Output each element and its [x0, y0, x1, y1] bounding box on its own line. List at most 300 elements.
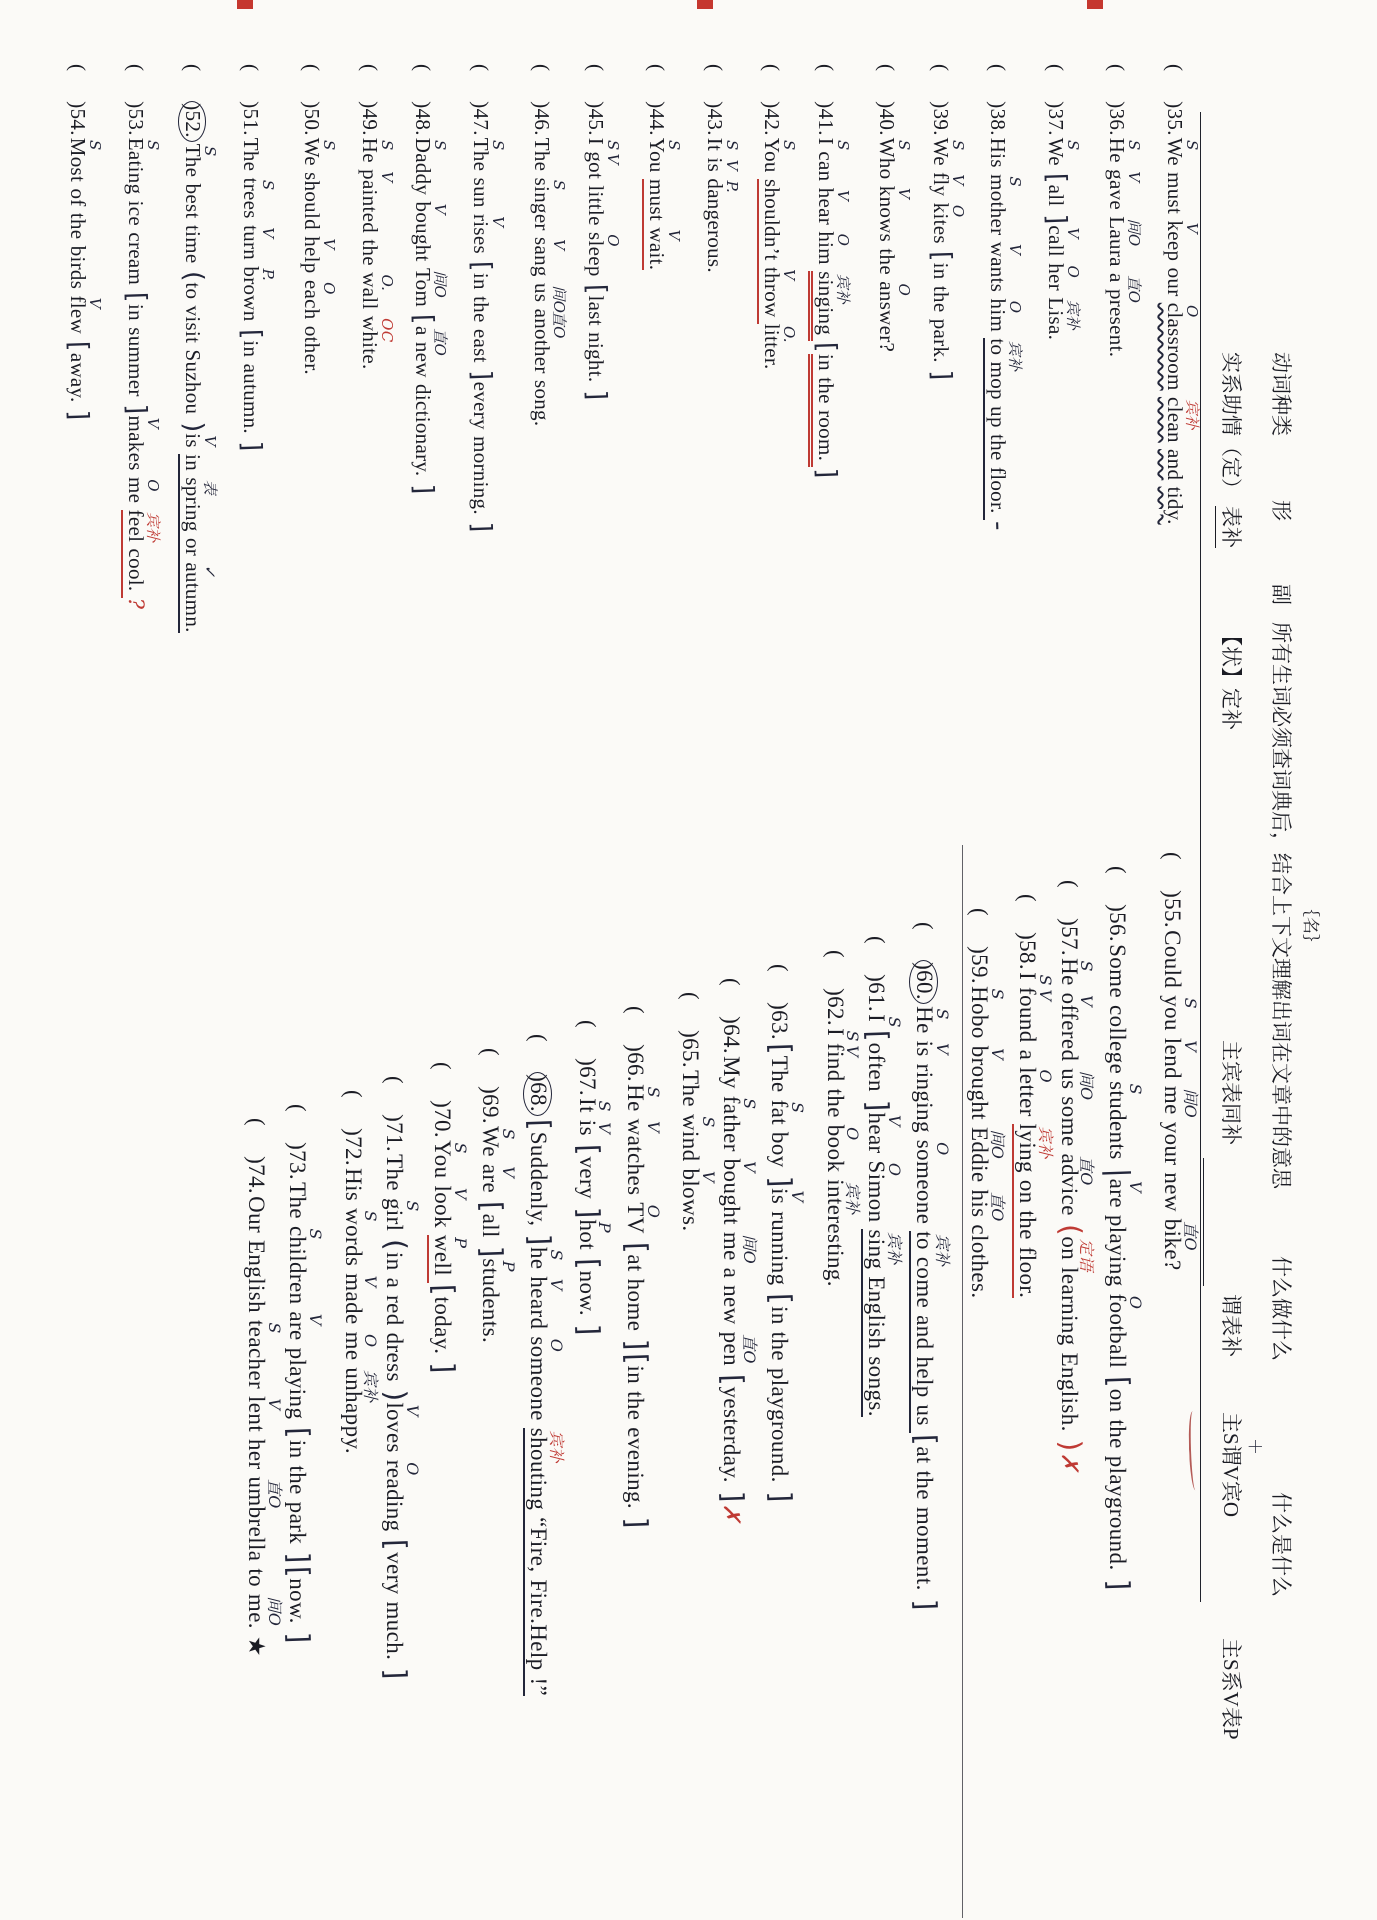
sentence-token: Fire.Help — [523, 1579, 551, 1677]
handwritten-bracket: [ — [465, 260, 497, 273]
sentence-token: dictionary. — [411, 384, 436, 477]
sentence-token: autumn. — [239, 363, 263, 434]
grammar-annotation: O — [361, 1333, 381, 1348]
handwritten-bracket: ) — [1053, 1439, 1088, 1452]
answer-paren-open: ( — [66, 64, 91, 72]
sentence-token: The S — [469, 137, 507, 172]
sentence-36 — [1105, 64, 1144, 358]
grammar-annotation: 间O — [1077, 1070, 1097, 1101]
sentence-token: I S — [584, 137, 622, 151]
answer-paren-open: ( — [645, 64, 670, 72]
grammar-annotation: 间O — [988, 1129, 1007, 1160]
grammar-annotation: V — [1006, 243, 1025, 256]
sentence-token: I S — [814, 137, 852, 151]
grammar-annotation: 间O — [550, 285, 569, 314]
sentence-62 — [822, 950, 863, 1287]
sentence-token: litter. O. — [760, 323, 799, 370]
sentence-number: )69. — [478, 1086, 504, 1125]
sentence-token: floor. — [1012, 1247, 1040, 1299]
sentence-token: shouting 宾补 — [523, 1428, 551, 1517]
header-text: 副 — [1269, 584, 1293, 605]
sentence-token: lend V — [1160, 1037, 1200, 1079]
sentence-token: wind S — [678, 1113, 718, 1162]
sentence-token: every — [469, 381, 493, 430]
grammar-annotation: V — [499, 1166, 518, 1179]
sentence-number: )39. — [929, 101, 953, 136]
sentence-token: very — [574, 1156, 600, 1199]
sentence-token: turn V — [239, 225, 277, 261]
sentence-token: I S — [863, 1014, 904, 1028]
sentence-token: cream — [124, 232, 148, 286]
sentence-number: )52. — [179, 101, 207, 141]
sentence-73 — [282, 1104, 326, 1644]
handwritten-bracket: ] — [764, 1174, 799, 1188]
sentence-number: )47. — [469, 101, 493, 136]
grammar-annotation: V — [723, 159, 741, 171]
answer-paren-open: ( — [1163, 64, 1187, 72]
sentence-number: )59. — [967, 946, 993, 985]
sentence-65 — [677, 992, 718, 1232]
grammar-annotation: 间O — [265, 1596, 284, 1627]
answer-paren-open: ( — [300, 64, 325, 72]
grammar-annotation: V — [489, 216, 507, 228]
grammar-annotation: V — [949, 174, 967, 186]
grammar-annotation: P — [595, 1221, 615, 1234]
answer-paren-open: ( — [285, 1104, 311, 1113]
sentence-token: the — [469, 296, 493, 323]
sentence-token: father S — [719, 1095, 759, 1152]
handwritten-bracket: ] — [475, 1245, 510, 1258]
sentence-token: in — [124, 304, 148, 321]
sentence-51 — [235, 64, 277, 453]
grammar-annotation: O — [320, 282, 339, 295]
header-text: 动词种类 — [1269, 352, 1293, 436]
sentence-token: a — [719, 1267, 745, 1279]
sentence-number: )50. — [300, 101, 325, 136]
sentence-48 — [408, 64, 450, 495]
sentence-token: us 间O — [1056, 1068, 1097, 1101]
grammar-annotation: O. — [780, 326, 799, 343]
grammar-annotation: O — [949, 204, 967, 218]
sentence-token: Most S — [66, 137, 105, 183]
grammar-annotation: S — [643, 1086, 663, 1098]
sentence-token: each O — [300, 279, 339, 320]
sentence-token: The — [767, 1055, 793, 1093]
grammar-annotation: V — [1125, 171, 1144, 183]
sentence-token: You S — [430, 1140, 470, 1179]
grammar-annotation: V — [1183, 222, 1201, 234]
sentence-token: Some — [1104, 944, 1130, 999]
sentence-token: his 直O — [967, 1189, 1007, 1222]
sentence-token: flew V — [66, 295, 105, 334]
sentence-token: a 直O — [1105, 273, 1144, 304]
grammar-annotation: S — [595, 1100, 615, 1112]
sentence-token: singing 宾补 — [808, 271, 838, 341]
sentence-token: park — [285, 1501, 311, 1545]
sentence-token: playground. — [1104, 1455, 1130, 1571]
red-edge-mark — [697, 0, 713, 9]
sentence-token: mother S — [986, 174, 1025, 236]
sentence-56 — [1101, 866, 1145, 1591]
sentence-token: evening. — [622, 1427, 648, 1510]
sentence-token: English — [861, 1276, 889, 1356]
sentence-token: the — [912, 1470, 937, 1500]
handwritten-bracket: ] — [408, 483, 439, 495]
grammar-annotation: V — [402, 1404, 422, 1417]
answer-paren-open: ( — [703, 64, 727, 72]
sentence-token: white. OC — [358, 315, 396, 370]
grammar-annotation: P — [450, 1237, 470, 1249]
grammar-annotation: S — [1077, 960, 1097, 972]
sentence-token: east — [469, 328, 493, 363]
grammar-annotation: S — [378, 140, 396, 151]
handwritten-bracket: ] — [282, 1631, 317, 1644]
handwritten-bracket: - — [983, 520, 1014, 532]
sentence-token: the — [285, 1465, 311, 1495]
grammar-annotation: V — [788, 1190, 808, 1203]
grammar-annotation: S — [665, 140, 684, 151]
grammar-annotation: O — [547, 1338, 567, 1353]
sentence-token: bike? 直O — [1160, 1218, 1200, 1271]
sentence-token: bought V — [411, 201, 450, 262]
sentence-token: a 直O — [411, 325, 450, 357]
sentence-token: or — [179, 538, 206, 562]
grammar-annotation: S — [723, 140, 741, 151]
sentence-token: running — [767, 1211, 793, 1286]
sentence-41 — [808, 64, 852, 480]
grammar-annotation: O — [604, 234, 622, 247]
sentence-token: children S — [285, 1225, 326, 1305]
sentence-token: shouldn’t — [758, 179, 785, 267]
sentence-token: little — [584, 185, 608, 226]
sentence-token: loves V — [381, 1402, 422, 1453]
grammar-annotation: O — [1036, 1069, 1056, 1084]
sentence-token: Simon O — [863, 1160, 904, 1223]
grammar-annotation: V — [1077, 994, 1097, 1007]
grammar-annotation: V — [320, 238, 339, 250]
sentence-token: It S — [703, 137, 741, 152]
sentence-42 — [758, 64, 799, 370]
sentence-token: the — [66, 212, 91, 240]
sentence-token: today. — [430, 1296, 455, 1355]
sentence-54 — [63, 64, 105, 421]
sentence-token: Who S — [875, 137, 914, 180]
sentence-token: the — [984, 434, 1011, 467]
sentence-token: red — [381, 1295, 407, 1326]
sentence-token: new — [411, 341, 436, 378]
answer-paren-open: ( — [574, 1020, 600, 1029]
sentence-number: )74. — [244, 1156, 270, 1195]
grammar-annotation: 宾补 — [144, 511, 162, 543]
grammar-annotation: O — [932, 1142, 952, 1156]
sentence-token: best — [181, 183, 206, 219]
grammar-annotation: 宾补 — [1036, 1126, 1056, 1159]
answer-paren-open: ( — [411, 64, 436, 72]
sentence-token: call V — [1044, 225, 1082, 257]
handwritten-bracket: ] — [63, 409, 94, 421]
grammar-annotation: V — [306, 1313, 326, 1326]
sentence-token: a — [1015, 1049, 1041, 1061]
handwritten-bracket: [ — [1040, 172, 1072, 185]
sentence-token: fat S — [767, 1099, 808, 1126]
sentence-token: We S — [478, 1126, 518, 1157]
handwritten-bracket: [ — [571, 1143, 606, 1157]
grammar-annotation: V — [259, 227, 277, 239]
grammar-annotation: S — [988, 988, 1007, 1000]
grammar-annotation: V — [361, 1275, 381, 1288]
sentence-token: clean 宾补 — [1163, 396, 1201, 443]
handwritten-bracket: [ — [764, 1042, 799, 1056]
sentence-token: advice 直O — [1056, 1153, 1097, 1216]
sentence-token: time — [181, 224, 206, 264]
grammar-annotation: S — [788, 1101, 808, 1114]
grammar-annotation: S — [550, 179, 569, 191]
sentence-token: last — [584, 295, 608, 326]
sentence-44 — [643, 64, 684, 271]
answer-paren-open: ( — [181, 64, 206, 72]
grammar-annotation: P. — [259, 268, 277, 282]
sentence-token: us 间O — [530, 283, 569, 314]
sentence-70 — [426, 1062, 470, 1375]
sentence-token: made V — [340, 1273, 381, 1325]
handwritten-bracket: ] — [810, 467, 842, 480]
header-text: 形 — [1269, 500, 1293, 521]
handwritten-bracket: [ — [908, 1433, 944, 1446]
grammar-annotation: V — [1180, 1040, 1200, 1053]
grammar-annotation: S — [402, 1200, 422, 1212]
grammar-annotation: S — [884, 1016, 904, 1028]
handwritten-bracket: [ — [282, 1426, 317, 1440]
sentence-token: learning — [1056, 1267, 1082, 1346]
grammar-annotation: 直O — [265, 1478, 284, 1509]
handwritten-bracket: [ — [235, 328, 267, 340]
sentence-token: in — [767, 1306, 793, 1325]
sentence-token: English. — [1056, 1352, 1082, 1432]
grammar-annotation: V — [450, 1187, 470, 1200]
grammar-annotation: O — [144, 479, 162, 492]
handwritten-bracket: ] — [523, 1233, 558, 1247]
grammar-annotation: O — [402, 1462, 422, 1476]
handwritten-bracket: ] — [764, 1490, 799, 1503]
handwritten-bracket: ] — [465, 521, 497, 534]
sentence-number: )36. — [1105, 101, 1130, 136]
sentence-token: in — [622, 1365, 648, 1385]
sentence-token: kites O — [929, 202, 967, 244]
grammar-annotation: 间O — [431, 270, 450, 299]
grammar-annotation: S — [86, 140, 105, 151]
grammar-annotation: 间O — [740, 1234, 759, 1265]
sentence-token: feel 宾补 — [121, 510, 148, 549]
sentence-token: are V — [285, 1311, 326, 1341]
sentence-number: )45. — [584, 101, 608, 136]
sentence-token: classroom O — [1163, 302, 1201, 391]
grammar-annotation: O — [643, 1204, 663, 1219]
red-correction-mark: ? — [124, 597, 148, 610]
sentence-61 — [860, 936, 904, 1417]
handwritten-bracket: [ — [619, 1352, 655, 1366]
answer-paren-open: ( — [358, 64, 382, 72]
sentence-token: answer? O — [875, 281, 914, 353]
sentence-token: book O — [822, 1124, 863, 1173]
sentence-45 — [580, 64, 622, 401]
grammar-annotation: V — [988, 1048, 1007, 1061]
answer-paren-open: ( — [822, 950, 848, 959]
sentence-token: trees S — [239, 177, 277, 219]
grammar-annotation: 直O — [1180, 1221, 1200, 1252]
handwritten-bracket: [ — [63, 340, 94, 353]
sentence-token: is V — [767, 1188, 808, 1205]
answer-paren-open: ( — [340, 1090, 366, 1099]
red-edge-mark — [237, 0, 253, 9]
sentence-token: must — [643, 179, 670, 227]
sentence-token: help — [909, 1356, 937, 1404]
sentence-token: he S — [526, 1246, 567, 1270]
sentence-token: the — [875, 248, 900, 275]
sentence-token: keep V — [1163, 220, 1201, 262]
grammar-annotation: S — [361, 1210, 381, 1222]
grammar-annotation: S — [259, 179, 277, 191]
sentence-token: morning. — [469, 436, 493, 515]
sentence-token: look V — [430, 1185, 470, 1228]
grammar-annotation: O — [834, 233, 852, 247]
header-text: 主S系V表P — [1219, 1638, 1243, 1740]
sentence-number: )37. — [1044, 101, 1068, 136]
sentence-57 — [1053, 880, 1097, 1472]
grammar-annotation: 宾补 — [843, 1181, 863, 1215]
sentence-token: letter O — [1015, 1067, 1056, 1117]
sentence-token: in — [381, 1252, 407, 1271]
grammar-annotation: S — [1006, 176, 1025, 187]
grammar-annotation: 直O — [988, 1191, 1007, 1222]
grammar-annotation: P. — [723, 180, 741, 194]
grammar-annotation: 直O — [550, 310, 569, 339]
handwritten-bracket: [ — [580, 283, 612, 296]
sentence-token: Suddenly, — [526, 1131, 552, 1227]
handwritten-bracket: ] — [378, 1667, 414, 1681]
sentence-token: at — [912, 1446, 937, 1464]
grammar-annotation: S — [201, 146, 220, 157]
sentence-token: new — [719, 1285, 745, 1325]
sentence-token: are V — [1104, 1178, 1145, 1208]
handwritten-bracket: [ — [1101, 1375, 1137, 1389]
red-correction-mark: ✗ — [718, 1503, 745, 1524]
answer-paren-open: ( — [1056, 880, 1082, 889]
sentence-token: !” — [523, 1677, 551, 1696]
sentence-token: playing — [1104, 1214, 1130, 1287]
sentence-token: offered V — [1056, 992, 1097, 1062]
grammar-annotation: O — [895, 283, 914, 297]
sentence-token: brought V — [967, 1045, 1007, 1121]
sentence-number: )42. — [760, 101, 785, 136]
sentence-number: )41. — [814, 101, 838, 136]
answer-paren-open: ( — [967, 908, 993, 917]
header-text: 主宾表同补 — [1219, 1040, 1243, 1145]
sentence-token: her O — [1044, 263, 1082, 291]
handwritten-bracket: [ — [764, 1292, 799, 1306]
sentence-token: Eating S — [124, 137, 162, 195]
grammar-annotation: S — [144, 140, 162, 151]
sentence-token: hear V — [863, 1112, 904, 1154]
sentence-token: you S — [1160, 995, 1200, 1031]
answer-paren-open: ( — [239, 64, 263, 72]
sentence-63 — [764, 964, 808, 1503]
sentence-token: new — [1160, 1172, 1185, 1212]
sentence-token: His — [986, 137, 1011, 168]
sentence-token: painted V — [358, 169, 396, 234]
sentence-token: yesterday. — [719, 1386, 745, 1483]
handwritten-bracket: [ — [378, 1538, 414, 1552]
sentence-number: )66. — [622, 1044, 648, 1083]
grammar-annotation: V — [843, 1045, 863, 1058]
sentence-number: )61. — [863, 974, 889, 1013]
sentence-token: floor. — [984, 467, 1011, 520]
sentence-token: ★ — [244, 1635, 270, 1657]
blank-underline — [1203, 1158, 1204, 1286]
header-text: 所有生词必须查词典后，结合上下文理解出词在文章中的意思 — [1269, 622, 1293, 1189]
sentence-token: moment. — [912, 1506, 937, 1591]
handwritten-bracket: ] — [282, 1551, 317, 1565]
red-edge-mark — [1087, 0, 1103, 9]
grammar-annotation: V — [1064, 227, 1082, 239]
sentence-token: “Fire, — [523, 1517, 551, 1579]
sentence-token: on — [1104, 1388, 1130, 1413]
red-correction-mark: ✗ — [1055, 1452, 1082, 1472]
sentence-token: We S — [1044, 137, 1082, 166]
grammar-annotation: 直O — [1125, 275, 1144, 304]
sentence-token: is V — [912, 1040, 952, 1057]
sentence-token: We S — [300, 137, 339, 166]
grammar-annotation: 间O — [1125, 218, 1144, 247]
sentence-token: him O — [986, 298, 1025, 333]
grammar-annotation: O — [1183, 305, 1201, 318]
grammar-annotation: 表 — [201, 479, 220, 495]
sentence-49 — [357, 64, 396, 370]
sentence-59 — [966, 908, 1007, 1299]
sentence-token: her — [244, 1439, 270, 1470]
handwritten-bracket: [ — [860, 1029, 896, 1043]
sentence-token: the — [808, 377, 838, 410]
sentence-token: in — [285, 1439, 311, 1459]
grammar-annotation: 直O — [740, 1333, 759, 1364]
sentence-55 — [1159, 852, 1200, 1271]
answer-paren-open: ( — [469, 64, 493, 72]
handwritten-bracket: ] — [716, 1490, 751, 1503]
sentence-35 — [1162, 64, 1201, 525]
sentence-number: )64. — [719, 1016, 745, 1055]
sentence-token: sing 宾补 — [861, 1229, 889, 1276]
grammar-annotation: 间O — [1180, 1088, 1200, 1119]
sentence-token: in — [239, 340, 263, 358]
sentence-token: me 间O — [719, 1231, 759, 1265]
grammar-annotation: O — [1125, 1295, 1145, 1310]
sentence-token: all — [478, 1213, 504, 1238]
sentence-37 — [1040, 64, 1082, 341]
sentence-token: bought V — [719, 1158, 759, 1225]
handwritten-bracket: ] — [860, 1099, 896, 1113]
handwritten-bracket: ) — [378, 1389, 414, 1402]
sentence-token: dress — [381, 1332, 407, 1382]
sentence-token: wait. V — [643, 227, 670, 270]
sentence-token: very — [381, 1552, 407, 1595]
sentence-number: )56. — [1104, 904, 1130, 943]
sentence-token: makes V — [124, 415, 162, 471]
grammar-annotation: S — [949, 140, 967, 151]
sentence-number: )43. — [703, 101, 727, 136]
handwritten-bracket: ] — [571, 1323, 606, 1337]
grammar-annotation: V — [201, 435, 220, 447]
answer-paren-open: ( — [1160, 852, 1185, 861]
answer-paren-open: ( — [478, 1048, 504, 1057]
